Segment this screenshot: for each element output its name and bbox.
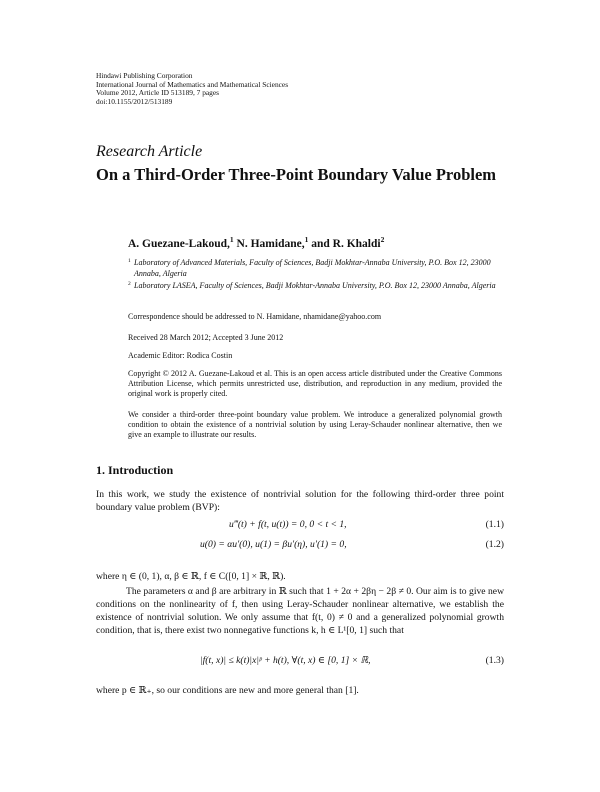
copyright-notice: Copyright © 2012 A. Guezane-Lakoud et al. This is an open access article distributed under the Creative Commons Attribution License, which permits unrestricted use, distribution, and reproduction in any medium, provided the original work is properly cited.: [128, 369, 502, 399]
article-type: Research Article: [96, 143, 203, 160]
equation-1-2: [96, 539, 504, 553]
correspondence: Correspondence should be addressed to N. Hamidane, nhamidane@yahoo.com: [128, 312, 382, 321]
equation-body: |f(t, x)| ≤ k(t)|x|ᵖ + h(t), ∀(t, x) ∈ [0, 1] × ℝ,: [200, 655, 371, 666]
journal-volume: Volume 2012, Article ID 513189, 7 pages: [96, 88, 220, 98]
received-date: Received 28 March 2012; Accepted 3 June 2012: [128, 333, 284, 342]
affiliation-2: 2 Laboratory LASEA, Faculty of Sciences, Badji Mokhtar-Annaba University, P.O. Box 12, 23000 Annaba, Algeria: [128, 281, 496, 291]
abstract: We consider a third-order three-point boundary value problem. We introduce a generalized polynomial growth condition to obtain the existence of a nontrivial solution by using Leray-Schauder nonlinear alternative, then we give an example to illustrate our results.: [128, 410, 502, 440]
intro-paragraph-1: In this work, we study the existence of nontrivial solution for the following third-order three point boundary value problem (BVP):: [96, 489, 504, 514]
intro-paragraph-2: The parameters α and β are arbitrary in ℝ such that 1 + 2α + 2βη − 2β ≠ 0. Our aim is to give new conditions on the nonlinearity of f, then using Leray-Schauder nonlinear alternative, we establish the existence of nontrivial solution. We only assume that f(t, 0) ≠ 0 and a generalized polynomial growth condition, that is, there exist two nonnegative functions k, h ∈ L¹[0, 1] such that: [96, 586, 504, 637]
equation-1-3: [96, 655, 504, 669]
affiliations: [128, 258, 508, 294]
equation-body: u‴(t) + f(t, u(t)) = 0, 0 < t < 1,: [229, 519, 347, 530]
author-2: N. Hamidane,$^1$: [236, 235, 309, 250]
author-3: and R. Khaldi$^2$: [311, 235, 385, 250]
academic-editor: Academic Editor: Rodica Costin: [128, 351, 233, 360]
intro-paragraph-3: where p ∈ ℝ₊, so our conditions are new and more general than [1].: [96, 685, 359, 696]
publisher: Hindawi Publishing Corporation: [96, 71, 193, 80]
section-heading-introduction: 1. Introduction: [96, 463, 174, 477]
intro-where-line: where η ∈ (0, 1), α, β ∈ ℝ, f ∈ C([0, 1] × ℝ, ℝ).: [96, 571, 286, 582]
paper-title: On a Third-Order Three-Point Boundary Value Problem: [96, 165, 497, 184]
author-list: [128, 235, 384, 250]
equation-1-1: [96, 519, 504, 533]
equation-body: u(0) = αu′(0), u(1) = βu′(η), u′(1) = 0,: [200, 539, 347, 550]
author-1: A. Guezane-Lakoud,$^1$: [128, 235, 234, 250]
journal-name: International Journal of Mathematics and Mathematical Sciences: [96, 79, 289, 89]
journal-header: [96, 72, 288, 106]
equation-number: (1.2): [485, 539, 504, 550]
equation-number: (1.3): [485, 655, 504, 666]
equation-number: (1.1): [485, 519, 504, 530]
journal-doi: doi:10.1155/2012/513189: [96, 96, 173, 106]
affiliation-1: 1 Laboratory of Advanced Materials, Faculty of Sciences, Badji Mokhtar-Annaba University, P.O. Box 12, 23000 Annaba, Algeria: [128, 258, 491, 278]
